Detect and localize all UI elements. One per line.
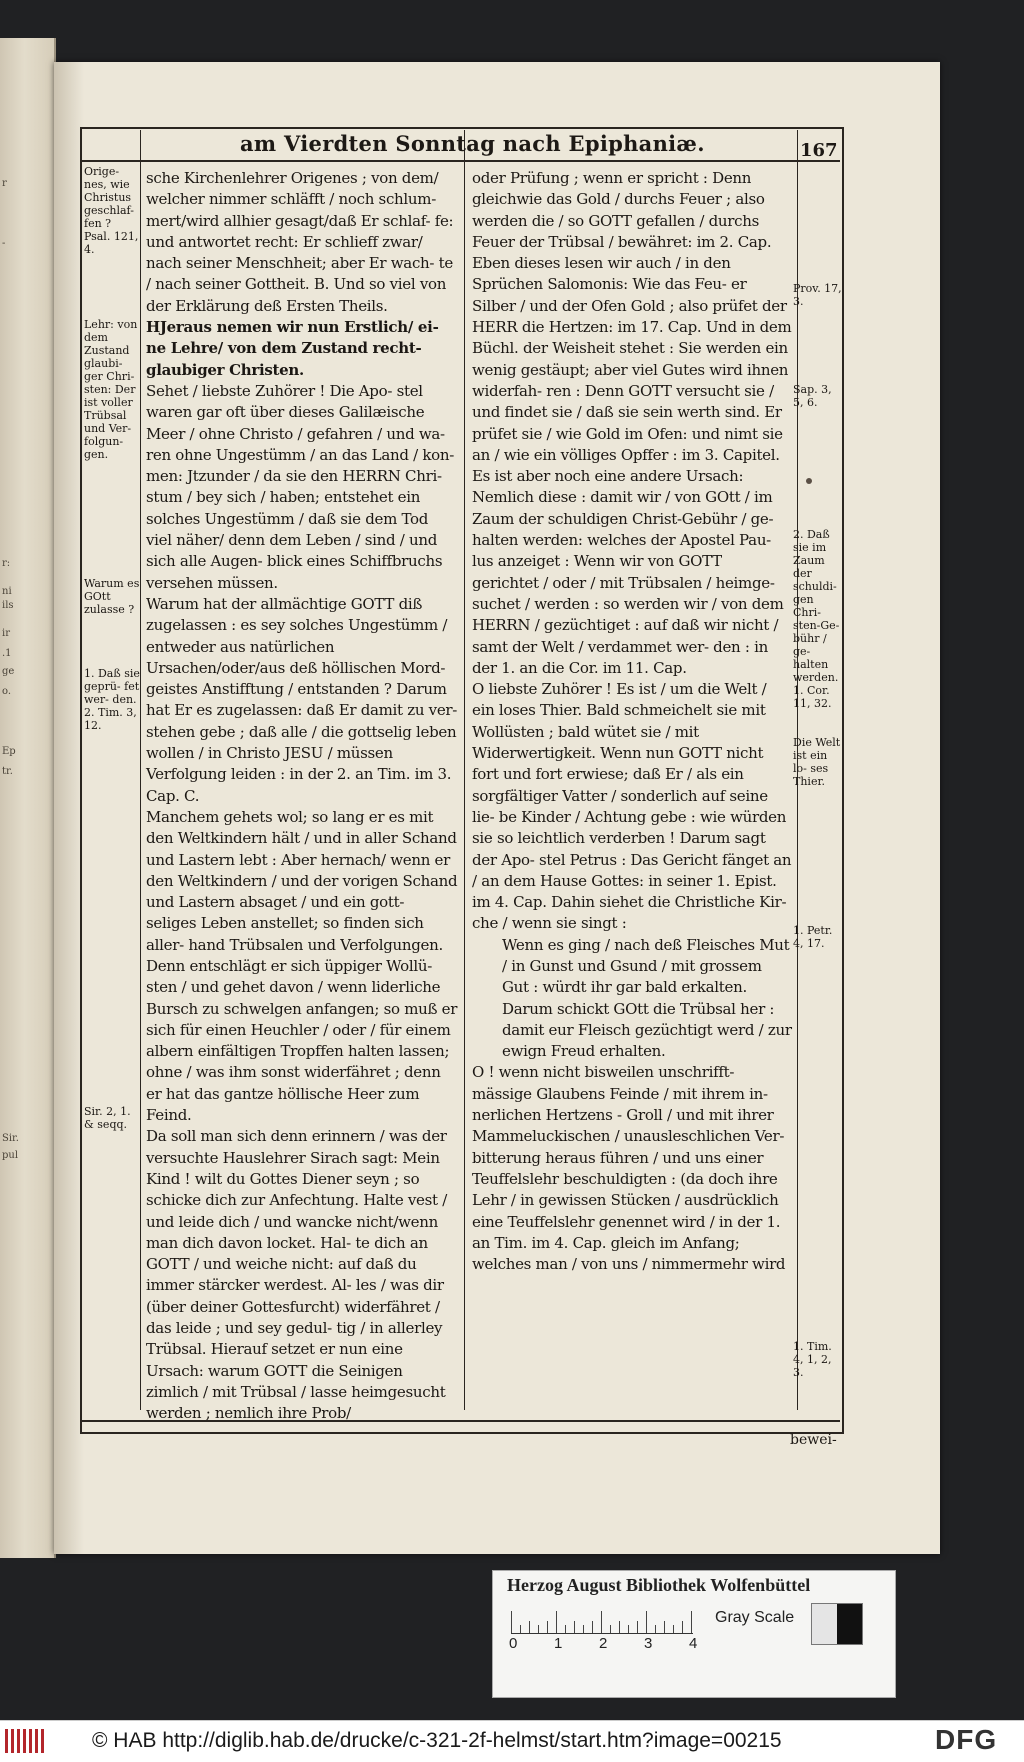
- prev-fragment: ge: [2, 666, 15, 677]
- paragraph: O ! wenn nicht bisweilen unschrifft- mässige Glaubens Feinde / mit ihrem in- nerlichen Hertzens - Groll / und mit ihrer Mammeluckischen / unausleschlichen Ver- bitterung heraus führen / und uns einer Teuffelslehr beschuldigten : (da doch ihre Lehr / in gewissen Stücken / ausdrücklich eine Teuffelslehr genennet wird / in der 1. an Tim. im 4. Cap. gleich im Anfang; welches man / von uns / nimmermehr wird: [472, 1063, 786, 1274]
- scale-numbers: [509, 1635, 709, 1655]
- margin-gloss: 2. Daß sie im Zaum der schuldi- gen Chri- sten-Ge- bühr / ge- halten werden. 1. Cor. 11, 32.: [793, 528, 840, 710]
- hymn-verse: Wenn es ging / nach deß Fleisches Mut / in Gunst und Gsund / mit grossem Gut : würdt ihr gar bald erkalten. Darum schickt GOtt die Trübsal her : damit eur Fleisch gezüchtigt werd / zur ewign Freud erhalten.: [502, 935, 792, 1061]
- margin-gloss: 1. Petr. 4, 17.: [793, 924, 833, 950]
- paragraph: sche Kirchenlehrer Origenes ; von dem/ welcher nimmer schläfft / noch schlum- mert/wird allhier gesagt/daß Er schlaf- fe: und antwortet recht: Er schlieff zwar/ nach seiner Menschheit; aber Er wach- te / nach seiner Gottheit. B. Und so viel von der Erklärung deß Ersten Theils.: [146, 169, 454, 315]
- margin-gloss: Warum es GOtt zulasse ?: [84, 577, 140, 616]
- paragraph: Warum hat der allmächtige GOTT diß zugelassen : es sey solches Ungestümm / entweder aus natürlichen Ursachen/oder/aus deß höllischen Mord- geistes Anstifftung / entstanden ? Darum hat Er es zugelassen: daß Er damit zu ver- stehen gebe ; daß alle / die gottselig leben wollen / in Christo JESU / müssen Verfolgung leiden : in der 2. an Tim. im 3. Cap. C.: [146, 594, 458, 805]
- margin-gloss: Sap. 3, 5, 6.: [793, 383, 832, 409]
- margin-gloss: 1. Tim. 4, 1, 2, 3.: [793, 1340, 832, 1379]
- gray-scale-label: Gray Scale: [715, 1609, 795, 1626]
- paragraph: oder Prüfung ; wenn er spricht : Denn gleichwie das Gold / durchs Feuer ; also werden die / so GOTT gefallen / durchs Feuer der Trübsal / bewähret: im 2. Cap. Eben dieses lesen wir auch / in den Sprüchen Salomonis: Wie das Feu- er Silber / und der Ofen Gold ; also prüfet der HERR die Hertzen: im 17. Cap. Und in dem Büchl. der Weisheit stehet : Sie werden ein wenig gestäupt; aber viel Gutes wird ihnen widerfah- ren : Denn GOTT versucht sie / und findet sie / daß sie sein werth sind. Er prüfet sie / wie Gold im Ofen: und nimt sie an / wie ein völliges Opffer : im 3. Capitel.: [472, 169, 792, 464]
- catchword: bewei-: [790, 1432, 837, 1448]
- left-margin-rule: [140, 130, 141, 1410]
- page-number: 167: [800, 140, 838, 161]
- library-name: Herzog August Bibliothek Wolfenbüttel: [507, 1575, 811, 1595]
- viewer-footer: [0, 1720, 1024, 1762]
- scale-number: 2: [599, 1635, 608, 1652]
- margin-gloss: Lehr: von dem Zustand glaubi- ger Chri- sten: Der ist voller Trübsal und Ver- folgun- gen.: [84, 318, 138, 461]
- margin-gloss: Die Welt ist ein lo- ses Thier.: [793, 736, 841, 788]
- scale-number: 0: [509, 1635, 518, 1652]
- ruler-scale: [511, 1609, 693, 1634]
- hab-logo-icon: [4, 1727, 50, 1755]
- margin-gloss: Prov. 17, 3.: [793, 282, 842, 308]
- prev-fragment: tr.: [2, 766, 13, 777]
- prev-fragment: ni: [2, 586, 12, 597]
- prev-fragment: r: [2, 178, 7, 189]
- paragraph: O liebste Zuhörer ! Es ist / um die Welt / ein loses Thier. Bald schmeichelt sie mit Wollüsten ; bald wütet sie / mit Widerwertigkeit. Wenn nun GOTT nicht fort und fort erwiese; daß Er / als ein sorgfältiger Vatter / sonderlich auf seine lie- be Kinder / Achtung gebe : wie würden sie so leichtlich verderben ! Darum sagt der Apo- stel Petrus : Das Gericht fänget an / an dem Hause Gottes: in seiner 1. Epist. im 4. Cap. Dahin siehet die Christliche Kir- che / wenn sie singt :: [472, 680, 792, 933]
- scale-number: 4: [689, 1635, 698, 1652]
- paragraph: Manchem gehets wol; so lang er es mit den Weltkindern hält / und in aller Schand und Lastern lebt : Aber hernach/ wenn er den Weltkindern / und der vorigen Schand und Lastern absaget / und ein gott- seliges Leben anstellet; so finden sich aller- hand Trübsalen und Verfolgungen. Denn entschlägt er sich üppiger Wollü- sten / und gehet davon / wenn liderliche Bursch zu schwelgen anfangen; so muß er sich für einen Heuchler / oder / für einem albern einfältigen Tropffen halten lassen; ohne / was ihm sonst widerfähret ; denn er hat das gantze höllische Heer zum Feind.: [146, 807, 458, 1125]
- prev-fragment: Sir.: [2, 1133, 19, 1144]
- margin-gloss: 1. Daß sie geprü- fet wer- den. 2. Tim. 3, 12.: [84, 667, 140, 732]
- left-text-column: [146, 168, 458, 1425]
- library-label: [492, 1570, 896, 1698]
- paragraph: Da soll man sich denn erinnern / was der versuchte Hauslehrer Sirach sagt: Mein Kind ! wilt du Gottes Diener seyn ; so schicke dich zur Anfechtung. Halte vest / und leide dich / und wancke nicht/wenn man dich davon locket. Hal- te dich an GOTT / und weiche nicht: auf daß du immer stärcker werdest. Al- les / was dir (über deiner Gottesfurcht) widerfähret / das leide ; und sey gedul- tig / in allerley Trübsal. Hierauf setzet er nun eine Ursach: warum GOTT die Seinigen zimlich / mit Trübsal / lasse heimgesucht werden ; nemlich ihre Prob/: [146, 1127, 447, 1423]
- scale-number: 3: [644, 1635, 653, 1652]
- prev-fragment: ils: [2, 600, 14, 611]
- gray-scale-swatch: [811, 1603, 863, 1645]
- copyright-url[interactable]: © HAB http://diglib.hab.de/drucke/c-321-2f-helmst/start.htm?image=00215: [92, 1729, 782, 1752]
- dfg-logo: DFG: [935, 1724, 998, 1755]
- prev-fragment: r:: [2, 558, 11, 569]
- prev-fragment: pul: [2, 1150, 19, 1161]
- ink-mark: [806, 478, 812, 484]
- prev-fragment: Ep: [2, 746, 16, 757]
- prev-fragment: -: [2, 238, 6, 249]
- previous-page-edge: [0, 38, 56, 1558]
- paragraph: HJeraus nemen wir nun Erstlich/ ei- ne Lehre/ von dem Zustand recht- glaubiger Christen.: [146, 318, 439, 379]
- right-text-column: [472, 168, 792, 1275]
- paragraph: Es ist aber noch eine andere Ursach: Nemlich diese : damit wir / von GOtt / im Zaum der schuldigen Christ-Gebühr / ge- halten werden: welches der Apostel Pau- lus anzeiget : Wenn wir von GOTT gerichtet / oder / mit Trübsalen / heimge- suchet / werden : so werden wir / von dem HERRN / gezüchtiget : auf daß wir nicht / samt der Welt / verdammet wer- den : in der 1. an die Cor. im 11. Cap.: [472, 467, 784, 677]
- prev-fragment: ir: [2, 628, 10, 639]
- margin-gloss: Sir. 2, 1. & seqq.: [84, 1105, 131, 1131]
- column-divider: [464, 130, 465, 1410]
- paragraph: Sehet / liebste Zuhörer ! Die Apo- stel waren gar oft über dieses Galilæische Meer / ohne Christo / gefahren / und wa- ren ohne Ungestümm / an das Land / kon- men: Jtzunder / da sie den HERRN Chri- stum / bey sich / haben; entstehet ein solches Ungestümm / daß sie dem Tod viel näher/ denn dem Leben / sind / und sich alle Augen- blick eines Schiffbruchs versehen müssen.: [146, 381, 454, 592]
- scale-number: 1: [554, 1635, 563, 1652]
- prev-fragment: .1: [2, 648, 12, 659]
- running-header: am Vierdten Sonntag nach Epiphaniæ.: [240, 131, 705, 156]
- prev-fragment: o.: [2, 686, 12, 697]
- margin-gloss: Orige- nes, wie Christus geschlaf- fen ? Psal. 121, 4.: [84, 165, 139, 256]
- header-rule: [80, 160, 840, 162]
